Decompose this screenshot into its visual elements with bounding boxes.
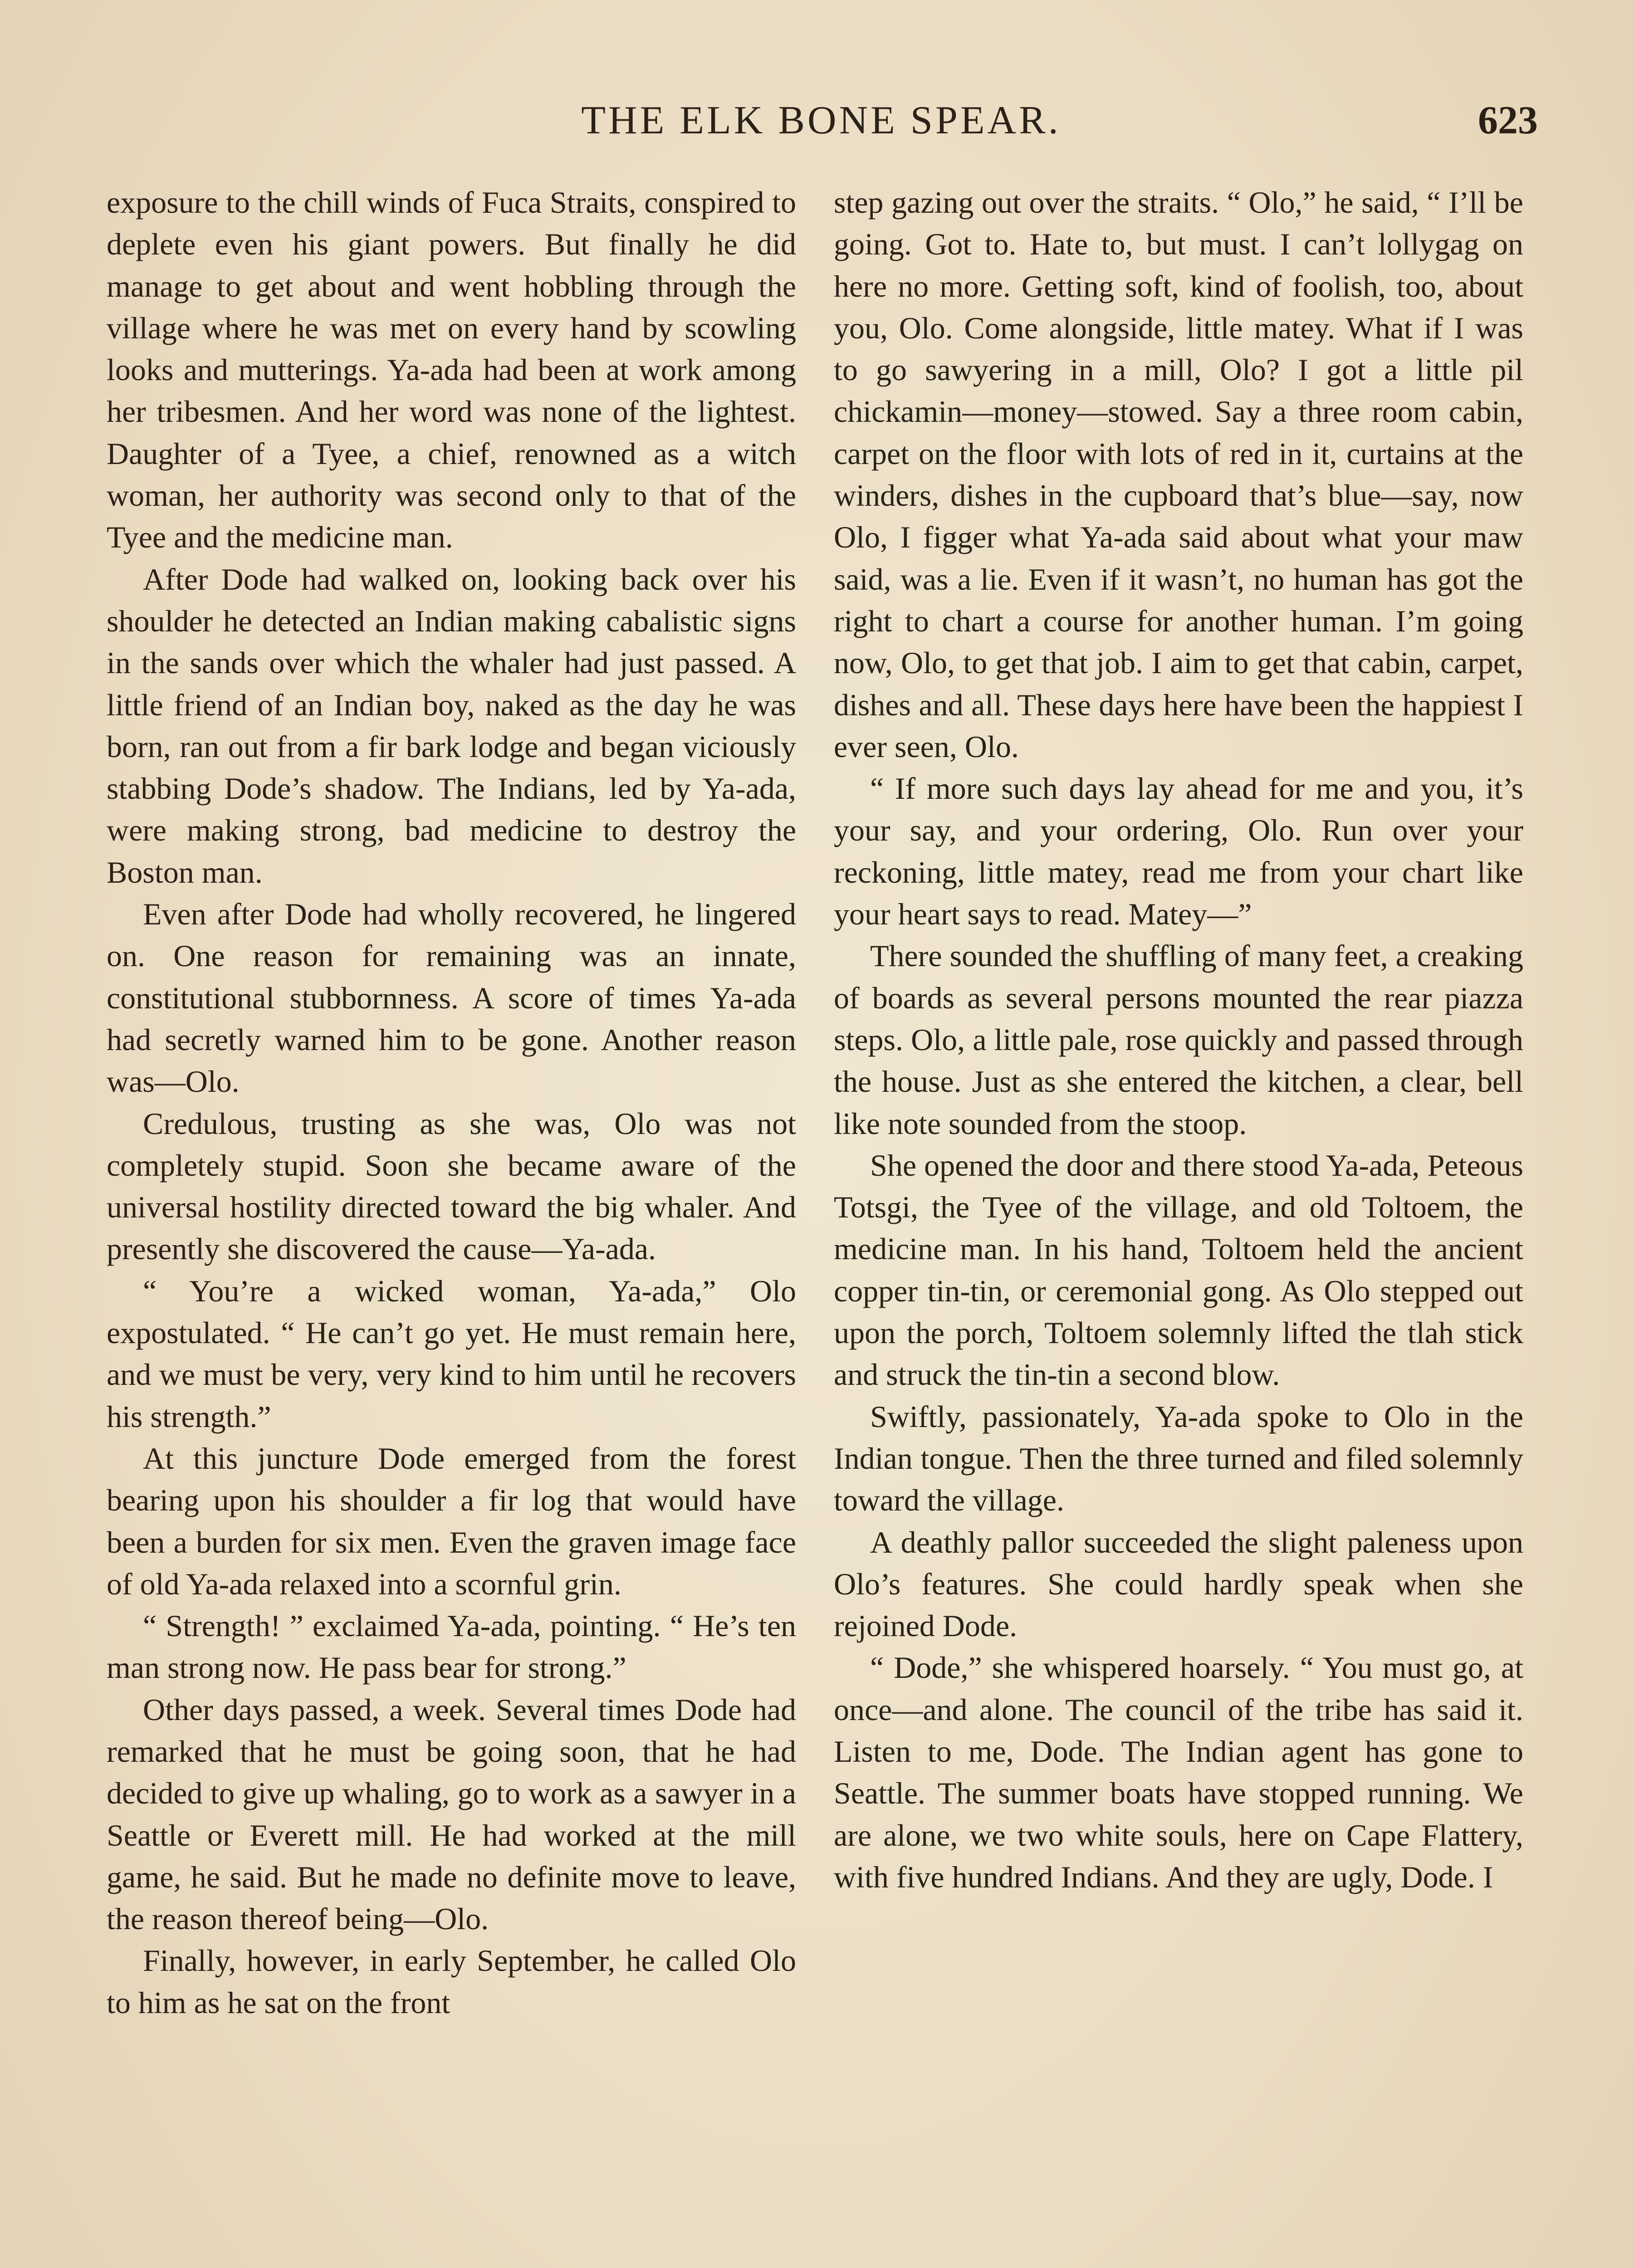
paragraph: Finally, however, in early September, he called Olo to him as he sat on the front — [107, 1943, 796, 2020]
paragraph: “ If more such days lay ahead for me and you, it’s your say, and your ordering, Olo. Run over your reckoning, little matey, read me from your chart like your heart says to read. Matey—” — [834, 771, 1523, 932]
paragraph: There sounded the shuffling of many feet, a creaking of boards as several persons mounted the rear piazza steps. Olo, a little pale, rose quickly and passed through the house. Just as she entered the kitchen, a clear, bell like note sounded from the stoop. — [834, 938, 1523, 1141]
paragraph: exposure to the chill winds of Fuca Straits, conspired to deplete even his giant powers. But finally he did manage to get about and went hobbling through the village where he was met on every hand by scowling looks and mutterings. Ya-ada had been at work among her tribesmen. And her word was none of the lightest. Daughter of a Tyee, a chief, renowned as a witch woman, her authority was second only to that of the Tyee and the medicine man. — [107, 185, 796, 555]
paragraph: Swiftly, passionately, Ya-ada spoke to Olo in the Indian tongue. Then the three turned and filed solemnly toward the village. — [834, 1399, 1523, 1518]
paragraph: “ You’re a wicked woman, Ya-ada,” Olo expostulated. “ He can’t go yet. He must remain here, and we must be very, very kind to him until he recovers his strength.” — [107, 1273, 796, 1434]
paragraph: At this juncture Dode emerged from the forest bearing upon his shoulder a fir log that would have been a burden for six men. Even the graven image face of old Ya-ada relaxed into a scornful grin. — [107, 1441, 796, 1601]
paragraph: “ Dode,” she whispered hoarsely. “ You must go, at once—and alone. The council of the tribe has said it. Listen to me, Dode. The Indian agent has gone to Seattle. The summer boats have stopped running. We are alone, we two white souls, here on Cape Flattery, with five hundred Indians. And they are ugly, Dode. I — [834, 1650, 1523, 1894]
paragraph: step gazing out over the straits. “ Olo,” he said, “ I’ll be going. Got to. Hate to, but must. I can’t lollygag on here no more. Getting soft, kind of foolish, too, about you, Olo. Come alongside, little matey. What if I was to go sawyering in a mill, Olo? I got a little pil chickamin—money—stowed. Say a three room cabin, carpet on the floor with lots of red in it, curtains at the winders, dishes in the cupboard that’s blue—say, now Olo, I figger what Ya-ada said about what your maw said, was a lie. Even if it wasn’t, no human has got the right to chart a course for another human. I’m going now, Olo, to get that job. I aim to get that cabin, carpet, dishes and all. These days here have been the happiest I ever seen, Olo. — [834, 185, 1523, 764]
page-header — [104, 98, 1538, 156]
paragraph: A deathly pallor succeeded the slight paleness upon Olo’s features. She could hardly speak when she rejoined Dode. — [834, 1525, 1523, 1643]
running-title: THE ELK BONE SPEAR. — [581, 98, 1061, 142]
paragraph: Other days passed, a week. Several times Dode had remarked that he must be going soon, that he had decided to give up whaling, go to work as a sawyer in a Seattle or Everett mill. He had worked at the mill game, he said. But he made no definite move to leave, the reason thereof being—Olo. — [107, 1692, 796, 1936]
paragraph: Even after Dode had wholly recovered, he lingered on. One reason for remaining was an innate, constitutional stubbornness. A score of times Ya-ada had secretly warned him to be gone. Another reason was—Olo. — [107, 897, 796, 1099]
left-column — [107, 181, 796, 2268]
paragraph: After Dode had walked on, looking back over his shoulder he detected an Indian making cabalistic signs in the sands over which the whaler had just passed. A little friend of an Indian boy, naked as the day he was born, ran out from a fir bark lodge and began viciously stabbing Dode’s shadow. The Indians, led by Ya-ada, were making strong, bad medicine to destroy the Boston man. — [107, 562, 796, 890]
paragraph: “ Strength! ” exclaimed Ya-ada, pointing. “ He’s ten man strong now. He pass bear for strong.” — [107, 1608, 796, 1685]
right-column — [834, 181, 1523, 2268]
page-number: 623 — [1478, 98, 1538, 142]
paragraph: Credulous, trusting as she was, Olo was not completely stupid. Soon she became aware of the universal hostility directed toward the big whaler. And presently she discovered the cause—Ya-ada. — [107, 1106, 796, 1266]
paragraph: She opened the door and there stood Ya-ada, Peteous Totsgi, the Tyee of the village, and old Toltoem, the medicine man. In his hand, Toltoem held the ancient copper tin-tin, or ceremonial gong. As Olo stepped out upon the porch, Toltoem solemnly lifted the tlah stick and struck the tin-tin a second blow. — [834, 1148, 1523, 1392]
